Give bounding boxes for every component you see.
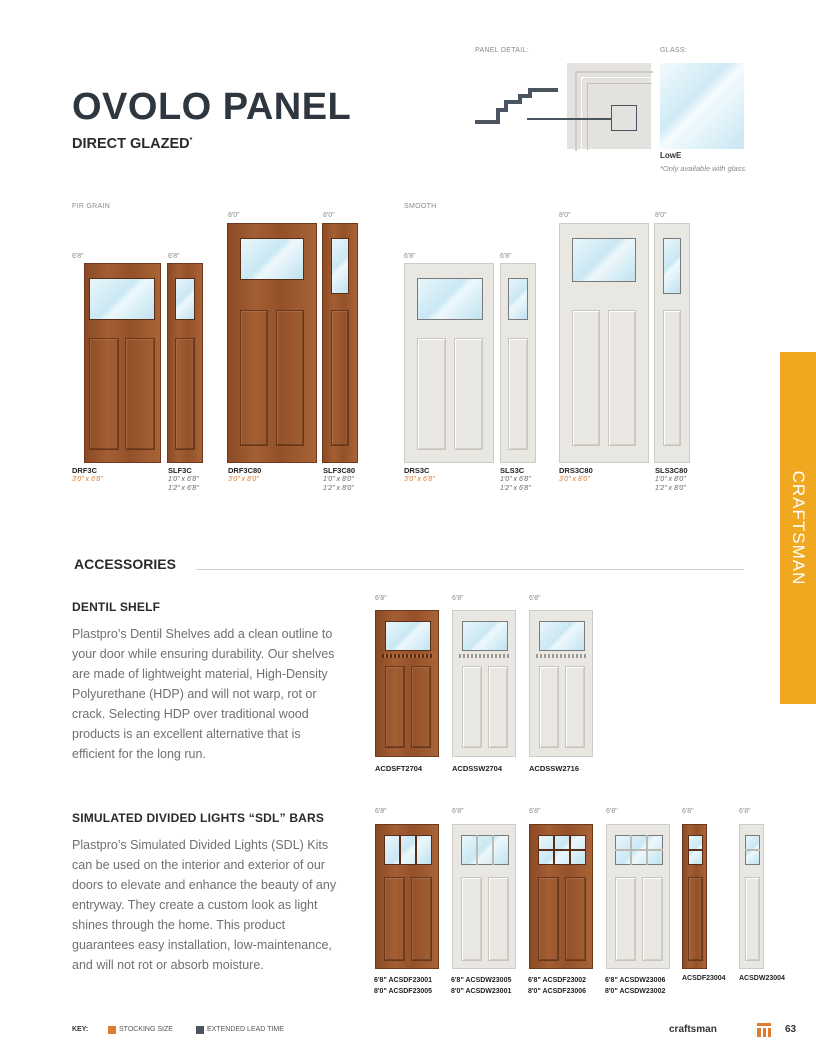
stocking-size-swatch xyxy=(108,1026,116,1034)
height-label: 8'0" xyxy=(655,212,667,219)
door-sdl-smooth-3lite xyxy=(452,824,516,969)
product-code-block: 6'8" ACSDF23001 8'0" ACSDF23005 xyxy=(374,977,433,995)
product-code-block: DRS3C 3'0" x 6'8" xyxy=(404,466,435,483)
product-code-block: SLF3C 1'0" x 6'8" 1'2" x 6'8" xyxy=(168,466,199,492)
height-label: 6'8" xyxy=(375,595,387,602)
product-code-block: DRF3C 3'0" x 6'8" xyxy=(72,466,103,483)
dentil-shelf-icon xyxy=(382,654,434,658)
height-label: 6'8" xyxy=(404,253,416,260)
product-code-block: DRS3C80 3'0" x 8'0" xyxy=(559,466,593,483)
glass-swatch xyxy=(660,63,744,149)
page-number: 63 xyxy=(785,1024,797,1035)
door-drf3c xyxy=(84,263,161,463)
page-subtitle: DIRECT GLAZED* xyxy=(72,136,193,152)
door-sdl-fir-3lite xyxy=(375,824,439,969)
product-code-block: SLS3C 1'0" x 6'8" 1'2" x 6'8" xyxy=(500,466,531,492)
key-label: KEY: xyxy=(72,1026,89,1033)
accessories-heading: ACCESSORIES xyxy=(74,556,176,572)
stocking-size-label: STOCKING SIZE xyxy=(119,1026,173,1033)
dentil-shelf-title: DENTIL SHELF xyxy=(72,600,161,614)
door-sdl-smooth-sidelite xyxy=(739,824,764,969)
glass-label: GLASS: xyxy=(660,47,688,54)
panel-detail-image xyxy=(567,63,651,149)
product-code-block: DRF3C80 3'0" x 8'0" xyxy=(228,466,262,483)
door-dentil-smooth xyxy=(452,610,516,757)
height-label: 6'8" xyxy=(500,253,512,260)
door-sls3c80 xyxy=(654,223,690,463)
divider xyxy=(196,569,744,570)
product-code-block: 6'8" ACSDW23005 8'0" ACSDW23001 xyxy=(451,977,512,995)
product-code: ACDSSW2704 xyxy=(452,764,503,773)
height-label: 8'0" xyxy=(559,212,571,219)
product-code: ACSDW23004 xyxy=(739,975,785,982)
height-label: 6'8" xyxy=(529,808,541,815)
product-code-block: SLS3C80 1'0" x 8'0" 1'2" x 8'0" xyxy=(655,466,688,492)
door-drf3c80 xyxy=(227,223,317,463)
page-title: OVOLO PANEL xyxy=(72,86,352,128)
door-sdl-smooth-6lite xyxy=(606,824,670,969)
door-sdl-fir-sidelite xyxy=(682,824,707,969)
extended-lead-swatch xyxy=(196,1026,204,1034)
dentil-shelf-body: Plastpro’s Dentil Shelves add a clean outline to your door while ensuring durability. Our shelves are made of lightweight material, High-Density Polyurethane (HDP) and will not warp, rot or crack. Selecting HDP over traditional wood products is an excellent alternative that is efficient for the long run. xyxy=(72,627,335,761)
door-dentil-fir xyxy=(375,610,439,757)
door-sdl-fir-6lite xyxy=(529,824,593,969)
craftsman-logo-icon xyxy=(757,1023,771,1037)
product-code-block: 6'8" ACSDW23006 8'0" ACSDW23002 xyxy=(605,977,666,995)
smooth-label: SMOOTH xyxy=(404,203,437,210)
section-tab xyxy=(780,352,816,704)
fir-grain-label: FIR GRAIN xyxy=(72,203,111,210)
door-sls3c xyxy=(500,263,536,463)
height-label: 6'8" xyxy=(72,253,84,260)
door-slf3c xyxy=(167,263,203,463)
door-drs3c xyxy=(404,263,494,463)
height-label: 8'0" xyxy=(228,212,240,219)
door-slf3c80 xyxy=(322,223,358,463)
door-drs3c80 xyxy=(559,223,649,463)
product-code-block: SLF3C80 1'0" x 8'0" 1'2" x 8'0" xyxy=(323,466,356,492)
product-code-block: 6'8" ACSDF23002 8'0" ACSDF23006 xyxy=(528,977,587,995)
sdl-bars-body: Plastpro’s Simulated Divided Lights (SDL) Kits can be used on the interior and exterior of our doors to elevate and enhance the beauty of any entryway. They create a custom look as light shines through the home. This product guarantees easy installation, low-maintenance, and will not rot or absorb moisture. xyxy=(72,838,337,972)
height-label: 6'8" xyxy=(682,808,694,815)
glass-name: LowE xyxy=(660,151,682,160)
extended-lead-label: EXTENDED LEAD TIME xyxy=(207,1026,284,1033)
product-code: ACDSSW2716 xyxy=(529,764,580,773)
footer-brand: craftsman xyxy=(669,1024,717,1035)
height-label: 6'8" xyxy=(375,808,387,815)
height-label: 6'8" xyxy=(452,595,464,602)
glass-note: *Only available with glass. xyxy=(660,164,748,173)
section-tab-label: CRAFTSMAN xyxy=(789,470,808,586)
height-label: 6'8" xyxy=(739,808,751,815)
dentil-shelf-icon xyxy=(459,654,511,658)
panel-detail-label: PANEL DETAIL: xyxy=(475,47,529,54)
height-label: 8'0" xyxy=(323,212,335,219)
product-code: ACSDF23004 xyxy=(682,975,726,982)
dentil-shelf-icon xyxy=(536,654,588,658)
height-label: 6'8" xyxy=(606,808,618,815)
height-label: 6'8" xyxy=(168,253,180,260)
door-dentil-smooth-2 xyxy=(529,610,593,757)
height-label: 6'8" xyxy=(452,808,464,815)
panel-profile-icon xyxy=(472,84,562,126)
product-code: ACDSFT2704 xyxy=(375,764,423,773)
sdl-bars-title: SIMULATED DIVIDED LIGHTS “SDL” BARS xyxy=(72,811,325,825)
height-label: 6'8" xyxy=(529,595,541,602)
